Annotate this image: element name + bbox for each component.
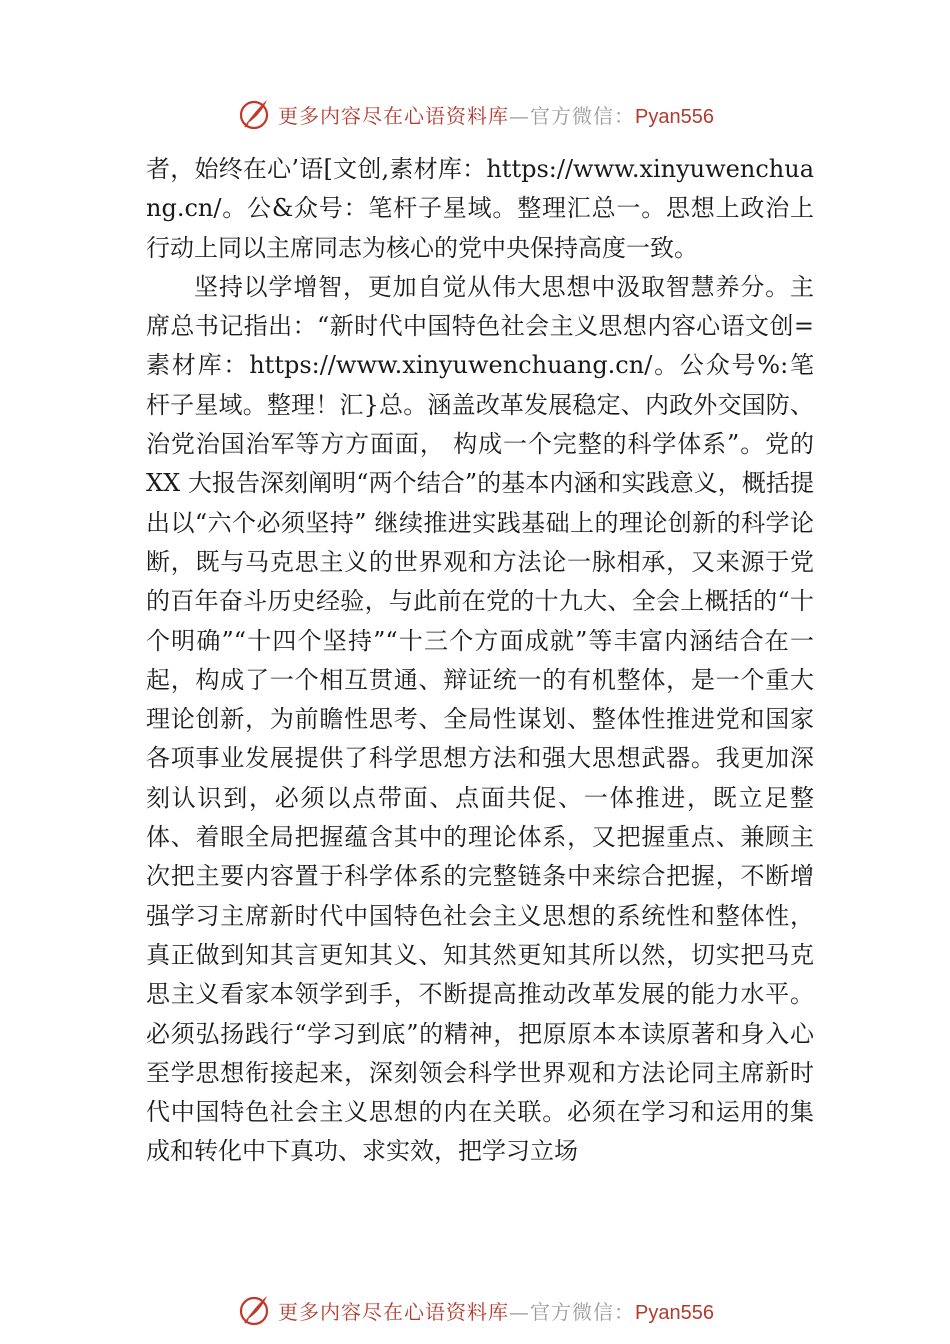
paragraph-2: 坚持以学增智，更加自觉从伟大思想中汲取智慧养分。主席总书记指出：“新时代中国特色社会主义思想内容心语文创=素材库：https://www.xinyuwenchuang.cn/。公众号%:笔杆子星域。整理！汇}总。涵盖改革发展稳定、内政外交国防、治党治国治军等方方面面， 构成一个完整的科学体系”。党的 XX 大报告深刻阐明“两个结合”的基本内涵和实践意义，概括提出以“六个必须坚持” 继续推进实践基础上的理论创新的科学论断，既与马克思主义的世界观和方法论一脉相承，又来源于党的百年奋斗历史经验，与此前在党的十九大、全会上概括的“十个明确”“十四个坚持”“十三个方面成就”等丰富内涵结合在一起，构成了一个相互贯通、辩证统一的有机整体，是一个重大理论创新，为前瞻性思考、全局性谋划、整体性推进党和国家各项事业发展提供了科学思想方法和强大思想武器。我更加深刻认识到，必须以点带面、点面共促、一体推进，既立足整体、着眼全局把握蕴含其中的理论体系，又把握重点、兼顾主次把主要内容置于科学体系的完整链条中来综合把握，不断增强学习主席新时代中国特色社会主义思想的系统性和整体性，真正做到知其言更知其义、知其然更知其所以然，切实把马克思主义看家本领学到手，不断提高推动改革发展的能力水平。必须弘扬践行“学习到底”的精神，把原原本本读原著和身入心至学思想衔接起来，深刻领会科学世界观和方法论同主席新时代中国特色社会主义思想的内在关联。必须在学习和运用的集成和转化中下真功、求实效，把学习立场 — [146, 272, 814, 1166]
banner-wechat-id: Pyan556 — [635, 105, 714, 128]
banner-wechat-label: 官方微信： — [530, 1299, 636, 1324]
quill-seal-logo-icon — [236, 96, 272, 132]
footer-banner — [0, 1290, 950, 1330]
banner-brand: 更多内容尽在心语资料库 — [278, 103, 510, 128]
banner-text — [278, 100, 714, 129]
header-banner — [0, 94, 950, 134]
banner-dash: — — [509, 1299, 531, 1324]
banner-text — [278, 1296, 714, 1325]
banner-wechat-id: Pyan556 — [635, 1301, 714, 1324]
paragraph-1: 者，始终在心’语[文创,素材库：https://www.xinyuwenchuang.cn/。公&众号：笔杆子星域。整理汇总一。思想上政治上行动上同以主席同志为核心的党中央保持高度一致。 — [146, 155, 814, 262]
banner-dash: — — [509, 103, 531, 128]
document-body — [146, 150, 814, 1172]
banner-wechat-label: 官方微信： — [530, 103, 636, 128]
banner-brand: 更多内容尽在心语资料库 — [278, 1299, 510, 1324]
quill-seal-logo-icon — [236, 1292, 272, 1328]
